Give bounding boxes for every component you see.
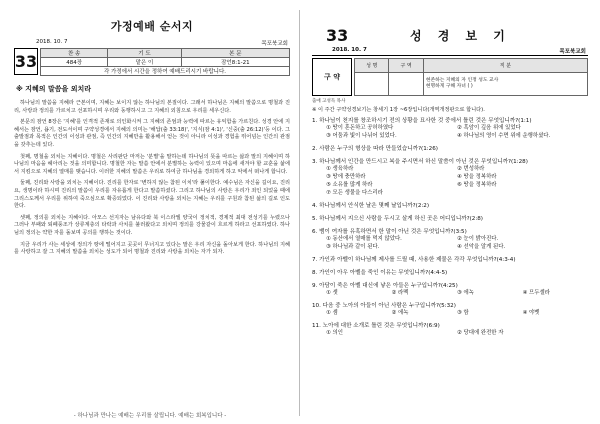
quiz-issue-number: 33 — [326, 26, 349, 45]
position-line: 현존하는 지혜의 자 인정 성도 교사 — [425, 77, 499, 83]
answer-option[interactable]: ③ 에녹 — [457, 290, 474, 296]
scripture-passage: 잠언8:1-21 — [181, 58, 289, 67]
answer-option[interactable]: ⑦ 모든 생물을 다스리라 — [326, 190, 383, 196]
sermon-paragraph: 둘째, 진리와 사랑을 외치는 지혜이다. 진리를 한자로 '변하지 않는 참된 이치'라 풀이한다. 예수님은 자신을 길이요, 진리요, 생명이라 하시며 진리의 말씀이 우리를 자유롭게 한다고 말씀하셨다. 그리고 하나님의 사랑은 우리가 죄인 되었을 때에 그리스도께서 우리를 위하여 죽으심으로 확증되었다. 이 진리와 사랑을 외치는 지혜는 우리를 구원과 참된 삶의 길로 인도한다. — [14, 180, 290, 210]
notice-row — [41, 67, 290, 76]
quiz-instructions: ※ 이 주간 구약성경보기는 창세기 1장 ~6장입니다(개역개정판으로 합니다). — [312, 107, 485, 113]
answer-option[interactable]: ① 셋 — [326, 290, 338, 296]
answer-option[interactable]: ③ 함 — [457, 310, 469, 316]
worship-header — [14, 48, 290, 76]
answer-option[interactable]: ④ 므두셀라 — [522, 290, 550, 296]
answer-option[interactable]: ③ 어둠과 빛이 나뉘어 있었다. — [326, 133, 397, 139]
name-field[interactable] — [355, 73, 389, 96]
answer-option[interactable]: ④ 하나님의 영이 수면 위에 운행하셨다. — [457, 133, 551, 139]
quiz-question — [312, 282, 588, 297]
position-line: 현명하게 구해 자녀 ( ) — [425, 84, 473, 90]
issue-number: 33 — [14, 48, 38, 75]
district-field[interactable] — [389, 73, 423, 96]
question-text: 5. 하나님께서 지으신 사람을 두시고 살게 하신 곳은 어디입니까?(2:8) — [312, 216, 483, 222]
answer-option[interactable]: ① 셈 — [326, 310, 338, 316]
worship-order-table — [40, 48, 290, 76]
answer-options — [312, 166, 588, 197]
answer-option[interactable]: ③ 땅에 충만하라 — [326, 174, 366, 180]
question-text: 1. 하나님이 천지를 창조하시기 전의 상황을 묘사한 것 중에서 틀린 것은 무엇입니까?(1:1) — [312, 118, 532, 124]
answer-option[interactable]: ② 에녹 — [391, 310, 409, 316]
hymn-number: 484장 — [41, 58, 108, 67]
question-text: 3. 하나님께서 인간을 만드시고 복을 주시면서 하신 말씀이 아닌 것은 무엇입니까?(1:28) — [312, 159, 528, 165]
answer-option[interactable]: ⑤ 소유를 많게 하라 — [326, 182, 373, 188]
answer-option[interactable]: ② 눈이 밝아진다. — [457, 236, 499, 242]
answer-option[interactable]: ④ 야벳 — [522, 310, 540, 316]
participant-fill-row — [355, 73, 588, 96]
question-text: 10. 다음 중 노아의 아들이 아닌 사람은 누구입니까?(5:32) — [312, 303, 456, 309]
church-name: 목포북교회 — [261, 41, 288, 47]
answer-option[interactable]: ④ 선악을 알게 된다. — [457, 244, 506, 250]
sermon-title: ※ 지혜의 말씀을 외치라 — [16, 85, 91, 93]
prayer-leader: 맡은 이 — [108, 58, 181, 67]
header-prayer: 기 도 — [108, 49, 181, 58]
quiz-header — [312, 58, 588, 96]
participant-table — [354, 58, 588, 96]
answer-option[interactable]: ③ 하나님과 같이 된다. — [326, 244, 380, 250]
quiz-top — [312, 28, 588, 44]
header-district: 구 역 — [389, 59, 423, 73]
sermon-paragraph: 본문의 잠언 8장은 '지혜'를 인격적 존재로 의인화시켜 그 지혜의 존엄과 능력에 따르는 유익함을 가르친다. 성경 안에 지혜서는 잠언, 욥기, 전도서이며 구약성경에서 지혜의 의미는 '해답(출 33:18)', '지식(잠 4:1)', '신중(출 26:12)'등 이다. 그 출발점과 목적은 인간의 이성과 관점, 즉 인간의 지혜만을 활용해서 얻는 것이 아니라 이성과 경험을 뛰어넘는 인간의 관점을 갖추는데 있다. — [14, 119, 290, 148]
header-name: 성 명 — [355, 59, 389, 73]
question-text: 4. 하나님께서 안식한 날은 몇째 날입니까?(2:2) — [312, 203, 430, 209]
quiz-date: 2018. 10. 7 — [332, 47, 367, 53]
question-text: 9. 아담이 죽은 아벨 대신에 낳은 아들은 누구입니까?(4:25) — [312, 283, 458, 289]
header-hymn: 찬 송 — [41, 49, 108, 58]
question-text: 8. 가인이 아우 아벨을 죽인 이유는 무엇입니까?(4:4-5) — [312, 270, 448, 276]
sermon-paragraph: 지금 우리가 사는 세상에 정의가 땅에 떨어지고 곳곳이 무너지고 있다는 말은 우리 자신을 돌아보게 한다. 하나님의 지혜를 사랑하고 잘 그 지혜의 말씀을 외치는 성도가 되어 명철과 진리와 사랑을 외치는 자가 되자. — [14, 241, 290, 256]
author-note: 출애 고성득 목사 — [312, 99, 346, 104]
quiz-title: 성 경 보 기 — [410, 29, 511, 43]
answer-option[interactable]: ① 땅이 혼돈하고 공허하였다 — [326, 125, 394, 131]
quiz-question — [312, 158, 588, 197]
question-text: 7. 가인과 아벨이 하나님께 제사를 드릴 때, 사용한 제물은 각각 무엇입니까?(4:3-4) — [312, 257, 516, 263]
question-list — [312, 117, 588, 337]
worship-notice: 각 가정에서 시간을 정하여 예배드리시기 바랍니다. — [41, 67, 290, 76]
worship-order-header-row — [41, 49, 290, 58]
worship-order-value-row — [41, 58, 290, 67]
answer-option[interactable]: ④ 땅을 정복하라 — [457, 174, 497, 180]
old-testament-label: 구 약 — [312, 58, 352, 96]
quiz-question — [312, 269, 588, 277]
sermon-paragraph: 첫째, 명철을 외치는 지혜이다. 명철은 사리판단 마저는 '분별'을 말하는데 하나님의 뜻을 따르는 삶과 말의 지혜이며 하나님의 마음을 헤아리는 것을 의미합니다. 명철한 자는 말씀 안에서 분별하는 능력이 있으며 마음에 새겨야 할 교훈을 삶에서 지킴으로 지혜의 열매를 맺습니다. 이러한 지혜의 말씀은 우리로 하여금 하나님을 경외하게 하고 악에서 떠나게 합니다. — [14, 153, 290, 175]
answer-options — [312, 310, 588, 317]
quiz-question — [312, 202, 588, 210]
quiz-meta — [312, 47, 588, 56]
answer-option[interactable]: ① 생육하라 — [326, 166, 354, 172]
answer-option[interactable]: ① 동산에서 열매를 먹지 않았다. — [326, 236, 402, 242]
answer-option[interactable]: ② 번성하라 — [457, 166, 485, 172]
quiz-question — [312, 117, 588, 140]
quiz-question — [312, 228, 588, 251]
quiz-question — [312, 256, 588, 264]
question-text: 6. 뱀이 여자를 유혹하면서 한 말이 아닌 것은 무엇입니까?(3:5) — [312, 229, 467, 235]
answer-option[interactable]: ② 당대에 완전한 자 — [457, 330, 504, 336]
bulletin-title: 가정예배 순서지 — [110, 20, 194, 33]
question-text: 2. 사람은 누구의 형상을 따라 만들었습니까?(1:26) — [312, 146, 438, 152]
answer-options — [312, 290, 588, 297]
position-options[interactable] — [423, 73, 587, 96]
sermon-paragraph: 셋째, 정의를 외치는 지혜이다. 아모스 선지자는 남유다와 북 이스라엘 양국이 정치적, 경제적 최대 전성기를 누렸으나 그러나 부패와 퇴폐풍조가 상류계층의 타락과 사치를 불러왔다고 외치며 정의를 강물같이 흐르게 하라고 선포하였다. 하나님의 정의는 약한 자를 돌보며 공의를 행하는 것이다. — [14, 214, 290, 236]
answer-options — [312, 330, 588, 337]
answer-option[interactable]: ② 흑암이 깊음 위에 있었다 — [457, 125, 521, 131]
quiz-question — [312, 302, 588, 317]
bulletin-footer: - 하나님과 만나는 예배는 우리를 살립니다. 예배는 회복입니다 - — [73, 413, 227, 419]
participant-header-row — [355, 59, 588, 73]
answer-option[interactable]: ② 라멕 — [391, 290, 409, 296]
header-position: 직 분 — [423, 59, 587, 73]
bulletin-meta — [14, 39, 290, 47]
sermon-body — [14, 100, 290, 257]
right-page — [300, 0, 600, 424]
answer-options — [312, 236, 588, 251]
sermon-paragraph: 하나님의 말씀을 지혜라 근본이며, 지혜는 보이지 않는 하나님의 본질이다. 그래서 하나님은 지혜의 말씀으로 명철과 진리, 사랑과 정의를 가르치고 선포하시며 우리와 동행하시고 그 지혜의 외침으로 우리를 세우신다. — [14, 100, 290, 114]
bulletin-date: 2018. 10. 7 — [36, 39, 68, 45]
header-scripture: 본 문 — [181, 49, 289, 58]
answer-option[interactable]: ⑥ 땅을 정복하라 — [457, 182, 497, 188]
answer-option[interactable]: ① 의인 — [326, 330, 343, 336]
answer-options — [312, 125, 588, 140]
quiz-church-name: 목포북교회 — [559, 49, 586, 55]
quiz-question — [312, 145, 588, 153]
quiz-question — [312, 215, 588, 223]
question-text: 11. 노아에 대한 소개로 틀린 것은 무엇입니까?(6:9) — [312, 323, 440, 329]
quiz-question — [312, 322, 588, 337]
